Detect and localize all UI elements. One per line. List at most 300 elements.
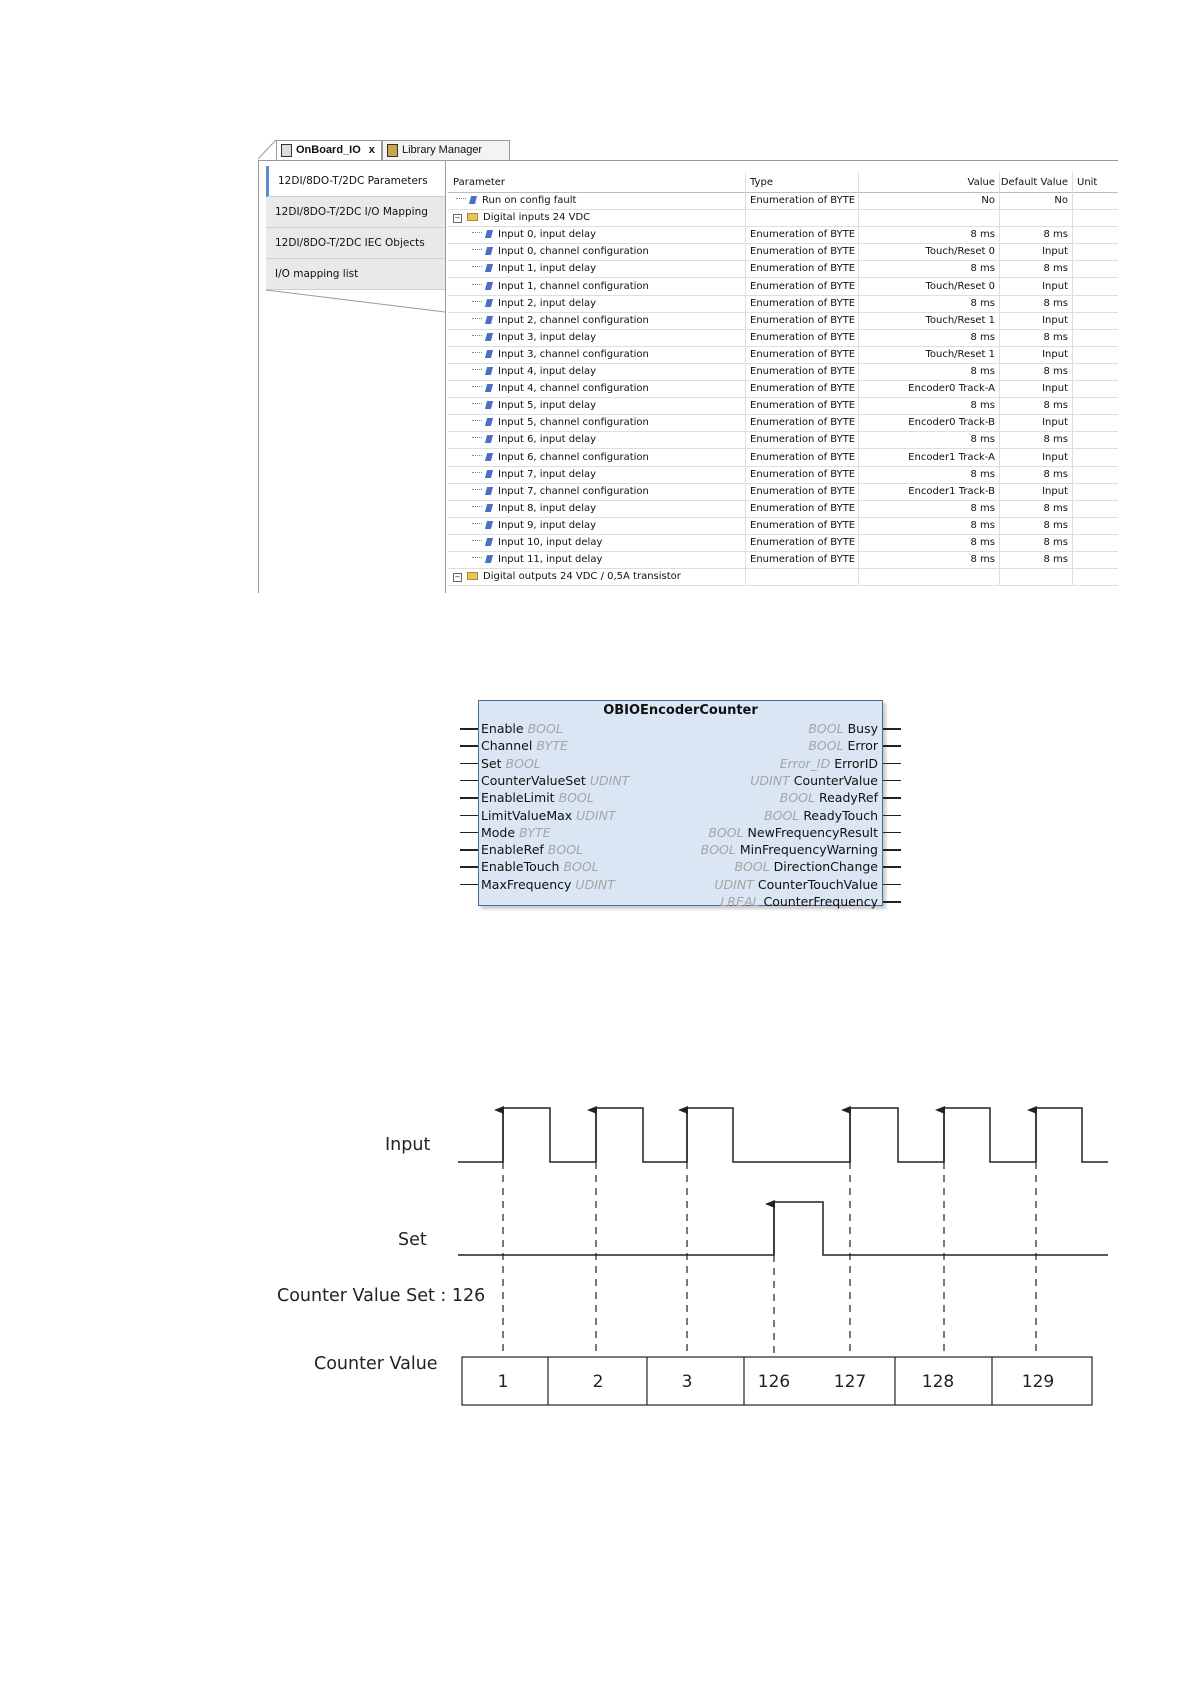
parameter-icon: [485, 282, 493, 290]
value-cell[interactable]: Encoder0 Track-A: [859, 380, 1000, 397]
default-value-cell: Input: [1000, 312, 1073, 329]
side-tab-1[interactable]: 12DI/8DO-T/2DC Parameters: [266, 166, 445, 197]
pin-type: BOOL: [808, 738, 844, 754]
tree-connector: [472, 437, 482, 438]
function-block-obioencodercounter: [478, 700, 883, 909]
default-value-cell: 8 ms: [1000, 363, 1073, 380]
table-row[interactable]: [448, 278, 1118, 296]
counter-value-cell: 2: [592, 1372, 604, 1392]
tree-connector: [472, 335, 482, 336]
default-value-cell: 8 ms: [1000, 431, 1073, 448]
value-cell[interactable]: Encoder1 Track-B: [859, 483, 1000, 500]
parameter-cell: [448, 243, 746, 260]
unit-cell: [1073, 312, 1118, 329]
input-pin-EnableTouch: [481, 858, 603, 875]
pin-type: BOOL: [505, 755, 541, 771]
type-cell: Enumeration of BYTE: [746, 312, 859, 329]
unit-cell: [1073, 346, 1118, 363]
output-pin-CounterFrequency: [716, 893, 878, 910]
value-cell[interactable]: 8 ms: [859, 295, 1000, 312]
pin-name: CounterTouchValue: [757, 876, 878, 892]
output-pin-Busy: [804, 720, 878, 737]
parameter-cell: [448, 517, 746, 534]
pin-type: BOOL: [547, 842, 584, 858]
parameter-icon: [485, 247, 493, 255]
input-pin-CounterValueSet: [481, 772, 633, 789]
tree-connector: [472, 352, 482, 353]
parameter-name: Input 5, channel configuration: [498, 417, 649, 429]
type-cell: Enumeration of BYTE: [746, 483, 859, 500]
value-cell[interactable]: 8 ms: [859, 500, 1000, 517]
parameter-cell: [448, 380, 746, 397]
table-row[interactable]: [448, 363, 1118, 381]
default-value-cell: Input: [1000, 278, 1073, 295]
folder-icon: [467, 572, 478, 580]
pin-name: ReadyTouch: [803, 807, 878, 823]
value-cell[interactable]: [859, 568, 1000, 585]
parameter-cell: [448, 397, 746, 414]
tree-connector: [472, 523, 482, 524]
parameter-icon: [485, 504, 493, 512]
parameter-icon: [485, 521, 493, 529]
type-cell: Enumeration of BYTE: [746, 260, 859, 277]
table-row[interactable]: [448, 397, 1118, 415]
side-tabs-bottom-edge: [266, 288, 446, 318]
parameter-name: Digital inputs 24 VDC: [483, 212, 591, 224]
counter-value-cell: 1: [497, 1372, 509, 1392]
table-row[interactable]: [448, 517, 1118, 535]
default-value-cell: 8 ms: [1000, 551, 1073, 568]
parameter-cell: [448, 534, 746, 551]
type-cell: [746, 209, 859, 226]
counter-value-label: Counter Value: [314, 1354, 438, 1374]
unit-cell: [1073, 534, 1118, 551]
parameter-icon: [485, 487, 493, 495]
parameter-cell: [448, 431, 746, 448]
parameter-cell: [448, 312, 746, 329]
pin-type: BOOL: [708, 824, 744, 840]
close-icon[interactable]: x: [368, 144, 375, 156]
input-signal-label: Input: [385, 1135, 431, 1155]
column-header[interactable]: Parameter: [448, 172, 746, 192]
tree-connector: [472, 489, 482, 490]
value-cell[interactable]: 8 ms: [859, 226, 1000, 243]
table-row[interactable]: [448, 346, 1118, 364]
default-value-cell: 8 ms: [1000, 329, 1073, 346]
input-pin-line[interactable]: [460, 763, 478, 765]
output-pin-ErrorID: [776, 755, 878, 772]
pin-name: Busy: [847, 721, 878, 736]
default-value-cell: 8 ms: [1000, 226, 1073, 243]
unit-cell: [1073, 483, 1118, 500]
output-pin-line[interactable]: [883, 901, 901, 903]
type-cell: Enumeration of BYTE: [746, 517, 859, 534]
parameter-name: Input 5, input delay: [498, 400, 597, 412]
column-header[interactable]: Value: [859, 172, 1000, 192]
parameter-cell: [448, 449, 746, 466]
tree-connector: [472, 540, 482, 541]
default-value-cell: 8 ms: [1000, 534, 1073, 551]
parameter-icon: [485, 418, 493, 426]
side-tab-3[interactable]: 12DI/8DO-T/2DC IEC Objects: [266, 228, 445, 259]
default-value-cell: 8 ms: [1000, 517, 1073, 534]
tree-connector: [472, 420, 482, 421]
tree-connector: [472, 284, 482, 285]
table-row[interactable]: [448, 260, 1118, 278]
tab-onboard-io-label: OnBoard_IO: [296, 144, 361, 156]
pin-type: BOOL: [764, 807, 800, 823]
tab-library-manager[interactable]: [382, 140, 510, 160]
pin-type: UDINT: [576, 807, 616, 823]
unit-cell: [1073, 209, 1118, 226]
pin-name: CounterValueSet: [481, 772, 586, 788]
value-cell[interactable]: Encoder1 Track-A: [859, 449, 1000, 466]
panel-divider: [445, 160, 446, 593]
parameter-icon: [485, 333, 493, 341]
parameter-name: Input 9, input delay: [498, 519, 597, 531]
tree-connector: [472, 266, 482, 267]
value-cell[interactable]: 8 ms: [859, 431, 1000, 448]
tree-connector: [472, 369, 482, 370]
pin-type: BOOL: [779, 790, 815, 806]
unit-cell: [1073, 449, 1118, 466]
pin-name: EnableTouch: [481, 859, 560, 875]
parameter-icon: [485, 555, 493, 563]
input-pin-Enable: [481, 720, 567, 737]
input-pin-Mode: [481, 824, 555, 841]
collapse-icon[interactable]: −: [454, 214, 461, 223]
table-row[interactable]: [448, 209, 1118, 227]
type-cell: Enumeration of BYTE: [746, 534, 859, 551]
pin-name: EnableRef: [481, 842, 544, 858]
table-row[interactable]: [448, 551, 1118, 569]
parameter-name: Input 0, channel configuration: [498, 246, 649, 258]
default-value-cell: Input: [1000, 380, 1073, 397]
unit-cell: [1073, 397, 1118, 414]
table-row[interactable]: [448, 466, 1118, 484]
parameter-cell: [448, 346, 746, 363]
pin-name: LimitValueMax: [481, 807, 573, 823]
parameter-cell: [448, 329, 746, 346]
parameter-icon: [485, 401, 493, 409]
input-pin-line[interactable]: [460, 745, 478, 747]
value-cell[interactable]: No: [859, 192, 1000, 209]
tree-connector: [472, 455, 482, 456]
value-cell[interactable]: 8 ms: [859, 260, 1000, 277]
input-pin-EnableLimit: [481, 789, 598, 806]
parameter-cell: [448, 295, 746, 312]
pin-type: UDINT: [750, 772, 790, 788]
parameter-cell: [448, 466, 746, 483]
parameter-cell: [448, 551, 746, 568]
pin-name: Mode: [481, 824, 516, 840]
unit-cell: [1073, 260, 1118, 277]
input-pin-Set: [481, 755, 545, 772]
side-tab-2[interactable]: 12DI/8DO-T/2DC I/O Mapping: [266, 197, 445, 228]
column-header[interactable]: Unit: [1077, 177, 1098, 188]
parameter-cell: [448, 278, 746, 295]
output-pin-MinFrequencyWarning: [697, 841, 878, 858]
input-pin-line[interactable]: [460, 866, 478, 868]
type-cell: Enumeration of BYTE: [746, 397, 859, 414]
counter-value-set-label: Counter Value Set : 126: [277, 1286, 486, 1306]
library-icon: [387, 144, 398, 157]
parameter-icon: [485, 435, 493, 443]
pin-name: MinFrequencyWarning: [739, 842, 878, 858]
input-pin-MaxFrequency: [481, 876, 619, 893]
tree-connector: [472, 232, 482, 233]
editor-tab-bar: [258, 138, 1118, 161]
parameter-icon: [485, 350, 493, 358]
value-cell[interactable]: Touch/Reset 0: [859, 243, 1000, 260]
table-row[interactable]: [448, 500, 1118, 518]
value-cell[interactable]: Encoder0 Track-B: [859, 414, 1000, 431]
table-header-row: [448, 172, 1118, 193]
unit-cell: [1073, 517, 1118, 534]
pin-type: BOOL: [527, 721, 563, 736]
column-header[interactable]: Type: [746, 172, 859, 192]
folder-icon: [467, 213, 478, 221]
set-waveform: [458, 1202, 1108, 1255]
pin-type: UDINT: [589, 772, 630, 788]
pin-type: LREAL: [720, 894, 760, 909]
pin-type: BOOL: [734, 859, 770, 875]
parameter-icon: [485, 299, 493, 307]
parameter-cell: [448, 226, 746, 243]
pin-type: BOOL: [563, 859, 599, 875]
pin-name: MaxFrequency: [481, 876, 572, 892]
default-value-cell: 8 ms: [1000, 295, 1073, 312]
parameter-name: Input 11, input delay: [498, 554, 603, 566]
unit-cell: [1073, 295, 1118, 312]
side-tab-4[interactable]: I/O mapping list: [266, 259, 445, 290]
output-pin-line[interactable]: [883, 849, 901, 851]
output-pin-CounterValue: [746, 772, 878, 789]
output-pin-line[interactable]: [883, 884, 901, 886]
default-value-cell: Input: [1000, 483, 1073, 500]
unit-cell: [1073, 431, 1118, 448]
tab-onboard-io[interactable]: [276, 140, 382, 160]
pin-name: ErrorID: [834, 755, 878, 771]
panel-border: [258, 160, 259, 593]
parameter-cell: [448, 192, 746, 209]
timing-waveforms: [0, 1080, 1191, 1430]
tree-connector: [472, 403, 482, 404]
input-pin-line[interactable]: [460, 728, 478, 730]
type-cell: Enumeration of BYTE: [746, 466, 859, 483]
value-cell[interactable]: 8 ms: [859, 329, 1000, 346]
tree-connector: [456, 198, 466, 199]
table-row[interactable]: [448, 483, 1118, 501]
output-pin-line[interactable]: [883, 832, 901, 834]
table-row[interactable]: [448, 534, 1118, 552]
output-pin-NewFrequencyResult: [704, 824, 878, 841]
parameter-name: Input 0, input delay: [498, 229, 597, 241]
value-cell[interactable]: 8 ms: [859, 397, 1000, 414]
default-value-cell: 8 ms: [1000, 397, 1073, 414]
type-cell: Enumeration of BYTE: [746, 431, 859, 448]
parameter-name: Input 1, input delay: [498, 263, 597, 275]
parameter-cell: [448, 568, 746, 585]
table-row[interactable]: [448, 226, 1118, 244]
table-row[interactable]: [448, 312, 1118, 330]
default-value-cell: Input: [1000, 414, 1073, 431]
pin-type: BYTE: [519, 824, 551, 840]
parameter-name: Input 3, input delay: [498, 331, 597, 343]
type-cell: Enumeration of BYTE: [746, 192, 859, 209]
output-pin-line[interactable]: [883, 745, 901, 747]
pin-name: Error: [847, 738, 878, 754]
value-cell[interactable]: 8 ms: [859, 517, 1000, 534]
value-cell[interactable]: Touch/Reset 1: [859, 346, 1000, 363]
parameter-name: Input 6, input delay: [498, 434, 597, 446]
table-row[interactable]: [448, 568, 1118, 586]
column-header[interactable]: Default Value: [1000, 172, 1073, 192]
output-pin-line[interactable]: [883, 866, 901, 868]
unit-cell: [1073, 568, 1118, 585]
pin-name: CounterValue: [793, 772, 878, 788]
table-row[interactable]: [448, 414, 1118, 432]
value-cell[interactable]: [859, 209, 1000, 226]
parameter-icon: [485, 470, 493, 478]
type-cell: Enumeration of BYTE: [746, 380, 859, 397]
parameter-icon: [469, 196, 477, 204]
parameter-cell: [448, 260, 746, 277]
parameter-name: Run on config fault: [482, 195, 577, 206]
pin-type: UDINT: [575, 876, 615, 892]
type-cell: Enumeration of BYTE: [746, 329, 859, 346]
unit-cell: [1073, 380, 1118, 397]
table-row[interactable]: [448, 295, 1118, 313]
output-pin-ReadyRef: [776, 789, 878, 806]
timing-diagram: [0, 1080, 1191, 1430]
counter-value-cell: 129: [1021, 1372, 1055, 1392]
tree-connector: [472, 472, 482, 473]
table-row[interactable]: [448, 329, 1118, 347]
table-row[interactable]: [448, 192, 1118, 210]
default-value-cell: No: [1000, 192, 1073, 209]
pin-name: ReadyRef: [818, 790, 878, 806]
pin-name: Channel: [481, 738, 533, 754]
parameter-name: Input 2, channel configuration: [498, 314, 649, 326]
unit-cell: [1073, 551, 1118, 568]
table-row[interactable]: [448, 380, 1118, 398]
pin-name: DirectionChange: [773, 859, 878, 875]
table-row[interactable]: [448, 449, 1118, 467]
tree-connector: [472, 301, 482, 302]
output-pin-line[interactable]: [883, 763, 901, 765]
device-icon: [281, 144, 292, 157]
value-cell[interactable]: 8 ms: [859, 534, 1000, 551]
default-value-cell: 8 ms: [1000, 466, 1073, 483]
input-waveform: [458, 1108, 1108, 1162]
parameter-name: Input 2, input delay: [498, 297, 597, 309]
unit-cell: [1073, 226, 1118, 243]
output-pin-line[interactable]: [883, 815, 901, 817]
parameter-icon: [485, 453, 493, 461]
parameter-name: Input 4, channel configuration: [498, 383, 649, 395]
parameter-name: Input 7, channel configuration: [498, 485, 649, 497]
parameter-icon: [485, 230, 493, 238]
type-cell: Enumeration of BYTE: [746, 449, 859, 466]
device-editor-screenshot: [258, 138, 1118, 593]
input-pin-line[interactable]: [460, 849, 478, 851]
parameter-name: Input 6, channel configuration: [498, 451, 649, 463]
tree-connector: [472, 318, 482, 319]
counter-value-cell: 126: [757, 1372, 791, 1392]
parameter-icon: [485, 264, 493, 272]
function-block-title: OBIOEncoderCounter: [603, 703, 758, 718]
input-pin-Channel: [481, 737, 572, 754]
output-pin-CounterTouchValue: [710, 876, 878, 893]
input-pin-LimitValueMax: [481, 807, 620, 824]
tree-connector: [472, 249, 482, 250]
unit-cell: [1073, 278, 1118, 295]
default-value-cell: Input: [1000, 243, 1073, 260]
type-cell: Enumeration of BYTE: [746, 363, 859, 380]
default-value-cell: Input: [1000, 346, 1073, 363]
default-value-cell: [1000, 568, 1073, 585]
parameter-cell: [448, 483, 746, 500]
counter-value-cell: 3: [681, 1372, 693, 1392]
counter-value-cell: 127: [833, 1372, 867, 1392]
tree-connector: [472, 386, 482, 387]
value-cell[interactable]: 8 ms: [859, 466, 1000, 483]
table-row[interactable]: [448, 243, 1118, 261]
value-cell[interactable]: 8 ms: [859, 551, 1000, 568]
input-pin-line[interactable]: [460, 780, 478, 782]
tab-bar-corner: [258, 138, 278, 160]
unit-cell: [1073, 414, 1118, 431]
unit-cell: [1073, 363, 1118, 380]
value-cell[interactable]: Touch/Reset 0: [859, 278, 1000, 295]
parameter-icon: [485, 384, 493, 392]
pin-type: BOOL: [558, 790, 594, 806]
parameter-name: Input 4, input delay: [498, 366, 597, 377]
pin-type: UDINT: [714, 876, 754, 892]
output-pin-line[interactable]: [883, 780, 901, 782]
value-cell[interactable]: 8 ms: [859, 363, 1000, 380]
unit-cell: [1073, 243, 1118, 260]
type-cell: Enumeration of BYTE: [746, 500, 859, 517]
output-pin-Error: [804, 737, 878, 754]
parameter-name: Input 8, input delay: [498, 502, 597, 514]
pin-type: BOOL: [808, 721, 844, 736]
input-pin-line[interactable]: [460, 832, 478, 834]
output-pin-line[interactable]: [883, 728, 901, 730]
input-pin-line[interactable]: [460, 815, 478, 817]
parameter-name: Input 10, input delay: [498, 537, 603, 548]
input-pin-line[interactable]: [460, 884, 478, 886]
parameter-cell: [448, 209, 746, 226]
input-pin-line[interactable]: [460, 797, 478, 799]
unit-cell: [1073, 192, 1118, 209]
type-cell: Enumeration of BYTE: [746, 551, 859, 568]
pin-name: NewFrequencyResult: [747, 824, 878, 840]
type-cell: Enumeration of BYTE: [746, 243, 859, 260]
value-cell[interactable]: Touch/Reset 1: [859, 312, 1000, 329]
counter-value-cell: 128: [921, 1372, 955, 1392]
default-value-cell: [1000, 209, 1073, 226]
output-pin-line[interactable]: [883, 797, 901, 799]
type-cell: Enumeration of BYTE: [746, 278, 859, 295]
collapse-icon[interactable]: −: [454, 573, 461, 582]
default-value-cell: 8 ms: [1000, 260, 1073, 277]
table-row[interactable]: [448, 431, 1118, 449]
tree-connector: [472, 557, 482, 558]
type-cell: Enumeration of BYTE: [746, 226, 859, 243]
type-cell: Enumeration of BYTE: [746, 295, 859, 312]
